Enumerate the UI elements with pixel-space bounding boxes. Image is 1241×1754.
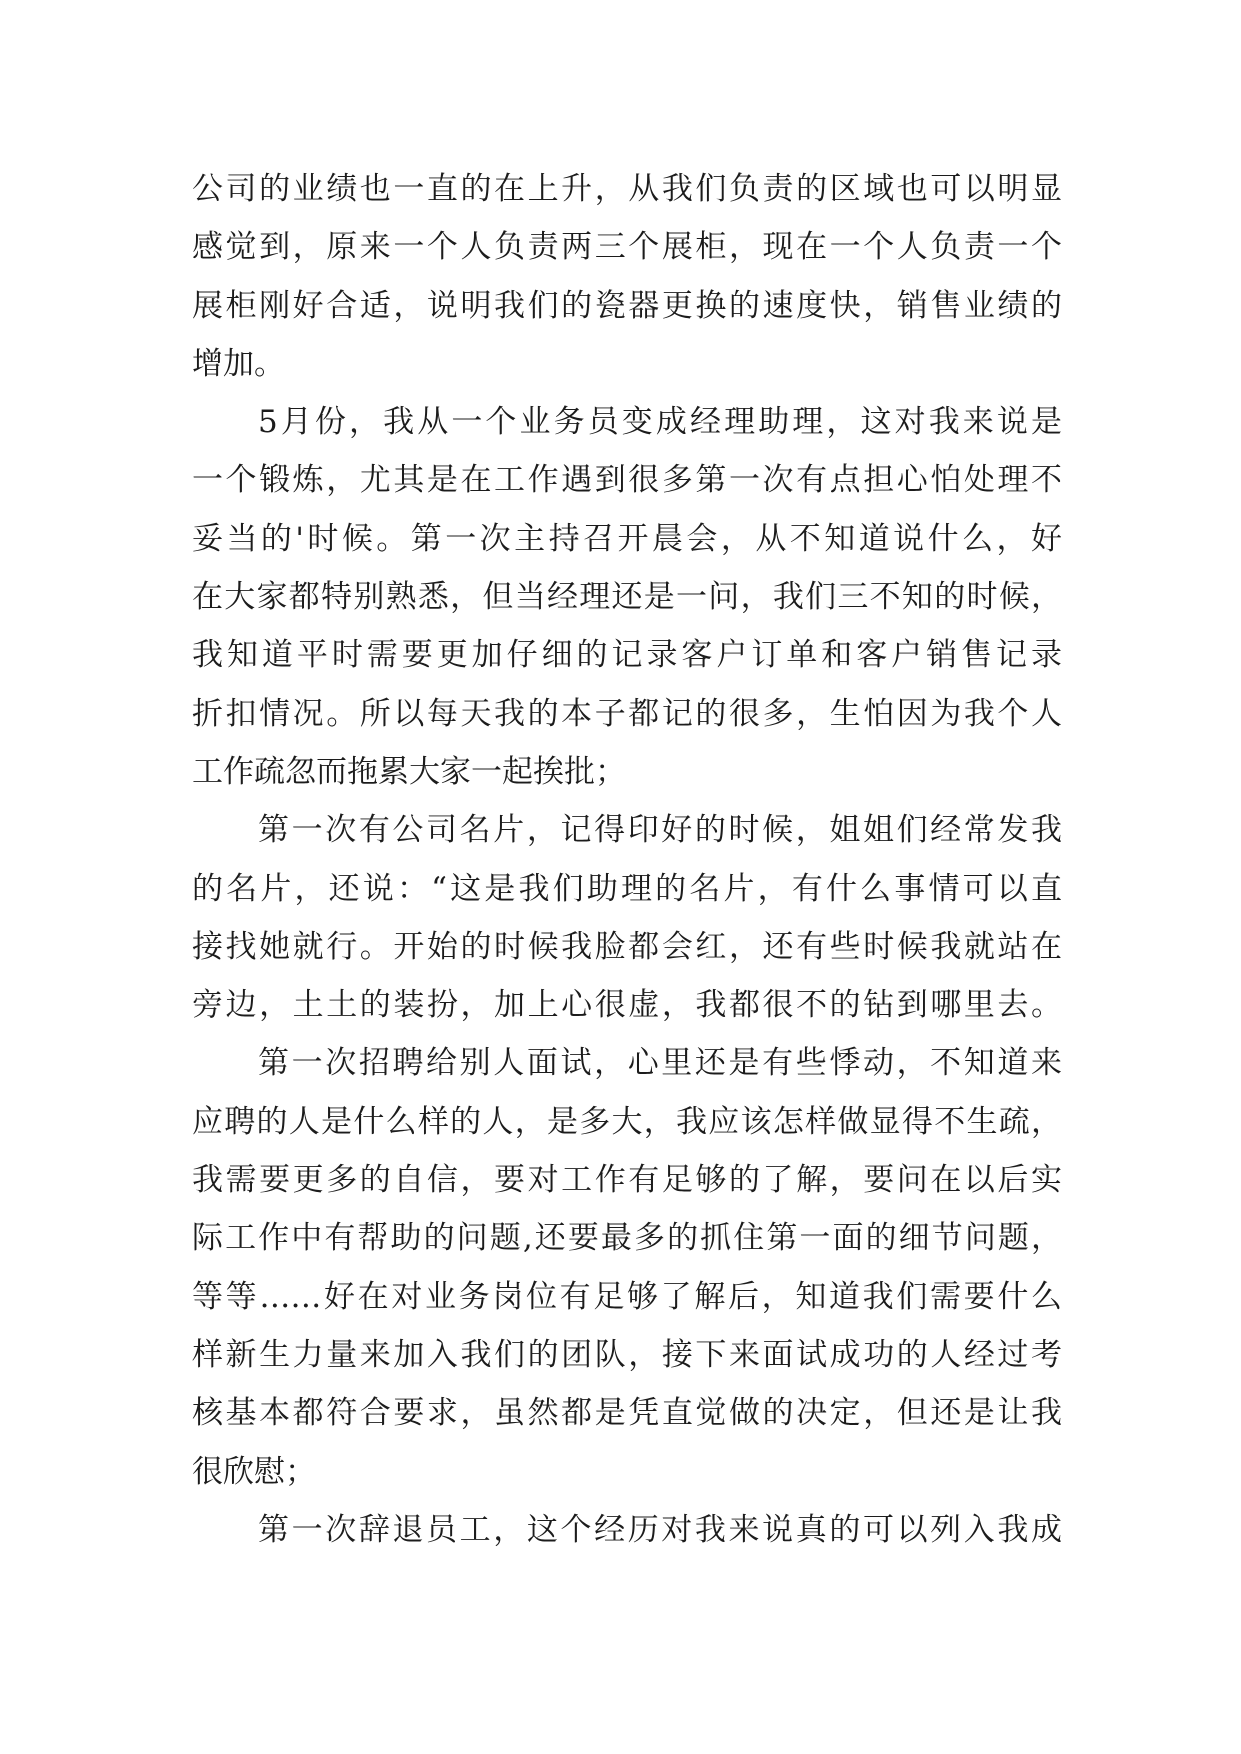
text-line: 第一次招聘给别人面试，心里还是有些悸动，不知道来 (258, 1045, 1062, 1082)
text-line: 展柜刚好合适，说明我们的瓷器更换的速度快，销售业绩的 (192, 287, 1062, 324)
text-line: 样新生力量来加入我们的团队，接下来面试成功的人经过考 (192, 1336, 1062, 1373)
text-line: 公司的业绩也一直的在上升，从我们负责的区域也可以明显 (192, 171, 1062, 207)
text-line: 旁边，土土的装扮，加上心很虚，我都很不的钻到哪里去。 (192, 987, 1062, 1024)
text-line: 感觉到，原来一个人负责两三个展柜，现在一个人负责一个 (192, 229, 1062, 266)
text-line: 核基本都符合要求，虽然都是凭直觉做的决定，但还是让我 (192, 1395, 1062, 1432)
text-line: 我需要更多的自信，要对工作有足够的了解，要问在以后实 (192, 1162, 1062, 1199)
text-line: 5月份，我从一个业务员变成经理助理，这对我来说是 (258, 404, 1062, 441)
text-line: 等等……好在对业务岗位有足够了解后，知道我们需要什么 (192, 1278, 1062, 1315)
text-line: 我知道平时需要更加仔细的记录客户订单和客户销售记录 (192, 637, 1062, 674)
text-line: 际工作中有帮助的问题,还要最多的抓住第一面的细节问题， (192, 1220, 1062, 1257)
text-line: 应聘的人是什么样的人，是多大，我应该怎样做显得不生疏， (192, 1103, 1062, 1140)
text-line: 很欣慰； (192, 1453, 316, 1490)
text-line: 的名片，还说：“这是我们助理的名片，有什么事情可以直 (192, 870, 1062, 907)
text-line: 一个锻炼，尤其是在工作遇到很多第一次有点担心怕处理不 (192, 462, 1062, 499)
text-line: 第一次辞退员工，这个经历对我来说真的可以列入我成 (258, 1511, 1062, 1548)
text-line: 妥当的'时候。第一次主持召开晨会，从不知道说什么，好 (192, 520, 1062, 557)
text-line: 增加。 (192, 345, 285, 382)
text-line: 接找她就行。开始的时候我脸都会红，还有些时候我就站在 (192, 928, 1062, 965)
text-line: 折扣情况。所以每天我的本子都记的很多，生怕因为我个人 (192, 695, 1062, 732)
text-line: 工作疏忽而拖累大家一起挨批； (192, 753, 626, 790)
text-line: 在大家都特别熟悉，但当经理还是一问，我们三不知的时候， (192, 579, 1062, 616)
body-text (192, 160, 1062, 1559)
text-line: 第一次有公司名片，记得印好的时候，姐姐们经常发我 (258, 812, 1062, 849)
